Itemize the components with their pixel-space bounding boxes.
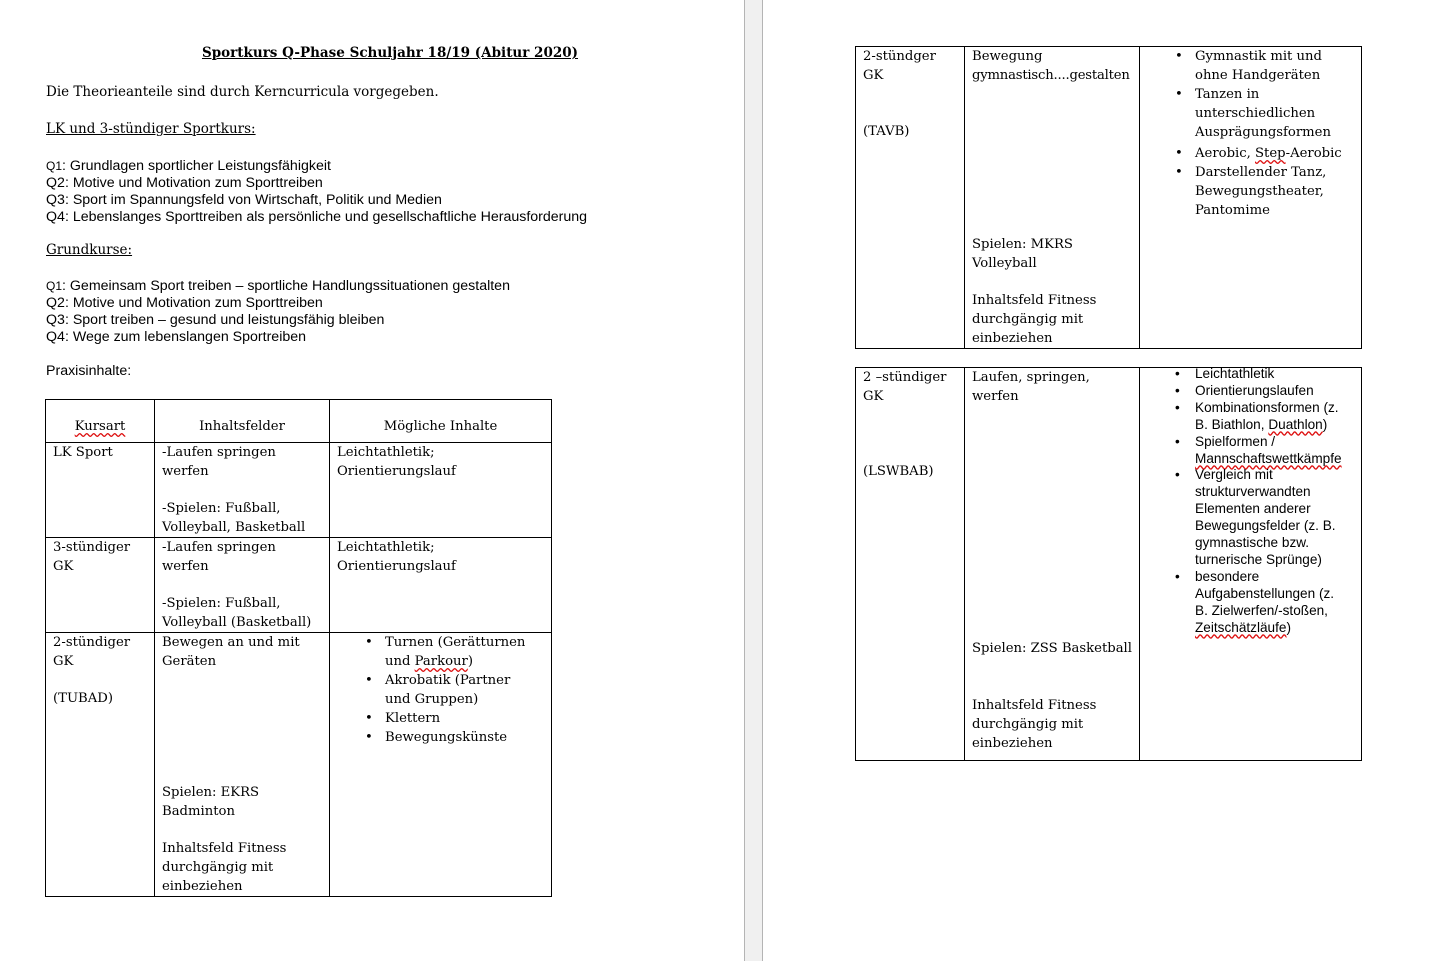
list-item-text: -Aerobic (1285, 146, 1342, 161)
lk-topic-q1 (46, 158, 587, 175)
kursart-line: GK (53, 654, 74, 669)
inhalt-line: Orientierungslauf (337, 559, 456, 574)
list-item-text: ) (1322, 416, 1328, 432)
list-item-line: gymnastische bzw. (1195, 535, 1310, 551)
spellcheck-word: Parkour (414, 654, 468, 669)
inhalte-bullet-list (337, 633, 544, 747)
inhaltsfeld-line: -Laufen springen (162, 445, 276, 460)
list-item-line: • Gymnastik mit und (1195, 49, 1322, 64)
list-item-line: Bewegungsfelder (z. B. (1195, 518, 1336, 534)
list-item-line: • Orientierungslaufen (1195, 382, 1314, 398)
topic-text: : Wege zum lebenslangen Sportreiben (64, 329, 307, 345)
spellcheck-word: Zeitschätzläufe (1195, 619, 1287, 635)
list-item-line: Ausprägungsformen (1195, 125, 1331, 140)
list-item-line: • Tanzen in (1195, 87, 1260, 102)
list-item-line: • Turnen (Gerätturnen (385, 635, 526, 650)
header-moegliche-inhalte: Mögliche Inhalte (330, 400, 552, 443)
table-header-row (46, 400, 552, 443)
list-item-line: strukturverwandten (1195, 484, 1311, 500)
document-title (0, 45, 744, 61)
kursart-line: 2 –stündiger (863, 370, 947, 385)
cell-kursart (46, 538, 155, 633)
list-item-line: • Klettern (385, 711, 441, 726)
inhaltsfeld-line: Volleyball (Basketball) (162, 615, 312, 630)
page-gap (744, 0, 763, 961)
list-item-line: • Akrobatik (Partner (385, 673, 511, 688)
cell-inhalte (1140, 368, 1362, 761)
topic-number: Q4 (46, 209, 65, 225)
topic-text: : Sport im Spannungsfeld von Wirtschaft, Politik und Medien (64, 192, 442, 208)
spellcheck-word: Duathlon (1268, 416, 1323, 432)
cell-inhaltsfelder (155, 443, 330, 538)
kursart-line: GK (53, 559, 74, 574)
inhalt-line: Leichtathletik; (337, 540, 435, 555)
table-row-3-stuendiger-gk (46, 538, 552, 633)
inhalt-line: Leichtathletik; (337, 445, 435, 460)
list-item (1185, 383, 1354, 400)
list-item-line (1195, 620, 1354, 637)
inhaltsfeld-line: Bewegen an und mit (162, 635, 300, 650)
inhaltsfeld-line: Bewegung (972, 49, 1043, 64)
header-inhaltsfelder: Inhaltsfelder (155, 400, 330, 443)
lk-topic-q2 (46, 175, 587, 192)
inhalt-line: Orientierungslauf (337, 464, 456, 479)
inhaltsfeld-line: Badminton (162, 804, 235, 819)
topic-number: Q1 (46, 159, 63, 173)
kursart-code: (TAVB) (863, 124, 910, 139)
table-tavb (855, 46, 1362, 349)
topic-number: Q2 (46, 175, 65, 191)
cell-inhaltsfelder (155, 538, 330, 633)
cell-kursart (46, 443, 155, 538)
lk-heading: LK und 3-stündiger Sportkurs: (46, 121, 256, 137)
list-item (1185, 366, 1354, 383)
table-row-2-stuendiger-gk-lswbab (856, 368, 1362, 761)
cell-inhaltsfelder (965, 47, 1140, 349)
cell-kursart (46, 633, 155, 897)
inhaltsfeld-line: -Spielen: Fußball, (162, 596, 281, 611)
gk-topic-q4 (46, 329, 510, 346)
inhaltsfeld-line: gymnastisch....gestalten (972, 68, 1130, 83)
table-row-2-stuendiger-gk-tubad (46, 633, 552, 897)
gk-topic-q3 (46, 312, 510, 329)
list-item-line: • Leichtathletik (1195, 366, 1275, 381)
topic-text: : Lebenslanges Sporttreiben als persönliche und gesellschaftliche Herausforderung (64, 209, 588, 225)
list-item-text: ) (467, 654, 473, 669)
inhaltsfeld-line: Volleyball, Basketball (162, 520, 306, 535)
inhaltsfeld-line: Spielen: ZSS Basketball (972, 641, 1132, 656)
list-item-line: Bewegungstheater, (1195, 184, 1324, 199)
cell-inhalte (330, 443, 552, 538)
lk-topic-q3 (46, 192, 587, 209)
gk-heading: Grundkurse: (46, 242, 133, 258)
list-item (1185, 400, 1354, 434)
topic-number: Q3 (46, 312, 65, 328)
inhaltsfeld-line: Inhaltsfeld Fitness (972, 293, 1097, 308)
list-item (375, 633, 544, 671)
topic-text: : Gemeinsam Sport treiben – sportliche Handlungssituationen gestalten (62, 278, 510, 294)
list-item-line (385, 652, 544, 671)
inhaltsfeld-line: einbeziehen (972, 736, 1053, 751)
list-item-line: • Bewegungskünste (385, 730, 508, 745)
inhalte-bullet-list (1147, 47, 1354, 220)
gk-topic-q2 (46, 295, 510, 312)
inhaltsfeld-line: Geräten (162, 654, 217, 669)
kursart-line: 2-stündger (863, 49, 936, 64)
list-item-line: • Kombinationsformen (z. (1195, 399, 1339, 415)
praxis-label: Praxisinhalte: (46, 363, 132, 379)
list-item-line: Aufgabenstellungen (z. (1195, 585, 1335, 601)
lk-topic-q4 (46, 209, 587, 226)
list-item-text: B. Biathlon, (1195, 416, 1269, 432)
list-item (1185, 163, 1354, 220)
list-item-line (1195, 417, 1354, 434)
inhaltsfeld-line: durchgängig mit (972, 717, 1084, 732)
list-item (1185, 85, 1354, 142)
lk-topic-list (46, 158, 587, 226)
gk-topic-q1 (46, 278, 510, 295)
list-item (1185, 434, 1354, 468)
topic-text: : Motive und Motivation zum Sporttreiben (64, 295, 323, 311)
inhaltsfeld-line: durchgängig mit (972, 312, 1084, 327)
list-item-line: ohne Handgeräten (1195, 68, 1321, 83)
kursart-line: GK (863, 389, 884, 404)
inhaltsfeld-line: Inhaltsfeld Fitness (162, 841, 287, 856)
list-item (375, 709, 544, 728)
inhaltsfeld-line: -Laufen springen (162, 540, 276, 555)
kursart-code: (TUBAD) (53, 691, 113, 706)
inhaltsfeld-line: Volleyball (972, 256, 1037, 271)
list-item-line: • Vergleich mit (1195, 467, 1273, 483)
gk-topic-list (46, 278, 510, 346)
inhaltsfeld-line: -Spielen: Fußball, (162, 501, 281, 516)
list-item-text: und (385, 654, 415, 669)
list-item-line: Pantomime (1195, 203, 1270, 218)
cell-inhalte (1140, 47, 1362, 349)
table-row-lk-sport (46, 443, 552, 538)
list-item-line: und Gruppen) (385, 692, 479, 707)
list-item-line: Elementen anderer (1195, 501, 1311, 517)
cell-inhalte (330, 538, 552, 633)
kursart-line: GK (863, 68, 884, 83)
list-item (1185, 467, 1354, 568)
table-lswbab (855, 367, 1362, 761)
praxis-table (45, 399, 552, 897)
document-title-text: Sportkurs Q-Phase Schuljahr 18/19 (Abitur 2020) (201, 45, 579, 61)
list-item-line: unterschiedlichen (1195, 106, 1316, 121)
list-item-line: B. Zielwerfen/-stoßen, (1195, 602, 1328, 618)
table-row-2-stuendger-gk-tavb (856, 47, 1362, 349)
cell-kursart (856, 368, 965, 761)
list-item (375, 728, 544, 747)
spellcheck-word: Mannschaftswettkämpfe (1195, 450, 1342, 466)
kursart-code: (LSWBAB) (863, 464, 934, 479)
topic-text: : Motive und Motivation zum Sporttreiben (64, 175, 323, 191)
inhaltsfeld-line: werfen (162, 464, 209, 479)
list-item (375, 671, 544, 709)
inhaltsfeld-line: werfen (972, 389, 1019, 404)
inhaltsfeld-line: werfen (162, 559, 209, 574)
list-item (1185, 569, 1354, 637)
inhaltsfeld-line: Spielen: MKRS (972, 237, 1073, 252)
list-item-line: • Darstellender Tanz, (1195, 165, 1327, 180)
inhaltsfeld-line: einbeziehen (972, 331, 1053, 346)
topic-text: : Grundlagen sportlicher Leistungsfähigkeit (62, 158, 331, 174)
inhaltsfeld-line: Spielen: EKRS (162, 785, 260, 800)
inhaltsfeld-line: Laufen, springen, (972, 370, 1090, 385)
kursart-line: 3-stündiger (53, 540, 131, 555)
topic-number: Q4 (46, 329, 65, 345)
list-item (1185, 144, 1354, 163)
list-item-text: ) (1286, 619, 1291, 635)
inhaltsfeld-line: Inhaltsfeld Fitness (972, 698, 1097, 713)
list-item-line: • Spielformen / (1195, 433, 1276, 449)
intro-text: Die Theorieanteile sind durch Kerncurricula vorgegeben. (46, 84, 439, 100)
topic-number: Q2 (46, 295, 65, 311)
spellcheck-word: Step (1255, 146, 1286, 161)
cell-inhaltsfelder (155, 633, 330, 897)
document-page-right (763, 0, 1430, 961)
list-item-line: • besondere (1195, 568, 1260, 584)
inhaltsfeld-line: durchgängig mit (162, 860, 274, 875)
list-item-text: Aerobic, (1195, 146, 1256, 161)
cell-inhalte (330, 633, 552, 897)
header-kursart-text: Kursart (74, 419, 126, 434)
topic-number: Q1 (46, 279, 63, 293)
inhaltsfeld-line: einbeziehen (162, 879, 243, 894)
kursart-line: LK Sport (53, 445, 113, 460)
kursart-line: 2-stündiger (53, 635, 131, 650)
list-item (1185, 47, 1354, 85)
inhalte-bullet-list (1147, 366, 1354, 637)
list-item-line: turnerische Sprünge) (1195, 551, 1322, 567)
cell-inhaltsfelder (965, 368, 1140, 761)
header-kursart (46, 400, 155, 443)
topic-number: Q3 (46, 192, 65, 208)
cell-kursart (856, 47, 965, 349)
topic-text: : Sport treiben – gesund und leistungsfähig bleiben (64, 312, 385, 328)
